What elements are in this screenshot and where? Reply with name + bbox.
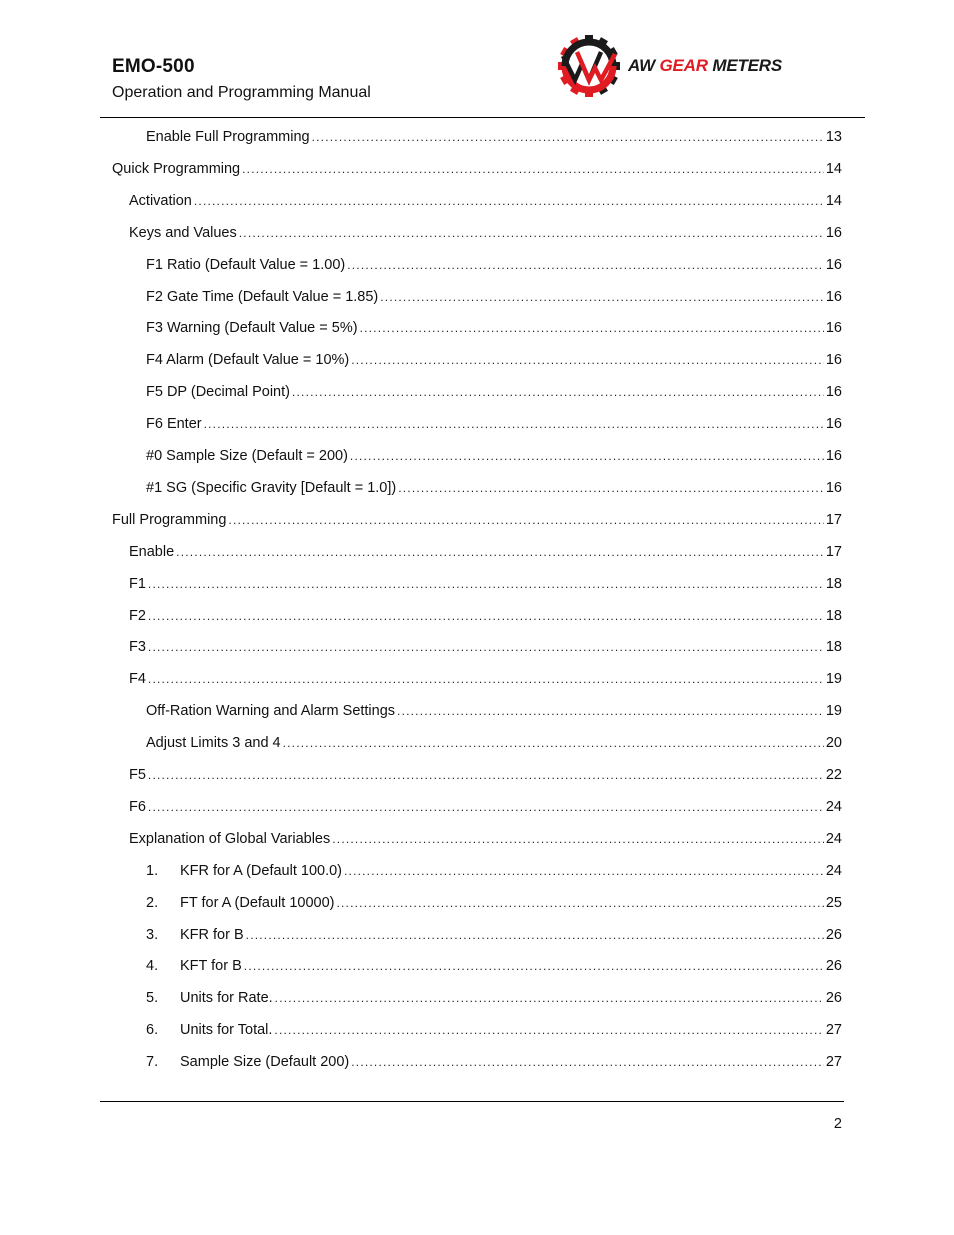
toc-entry-label: Off-Ration Warning and Alarm Settings xyxy=(146,703,396,720)
logo-gear: GEAR xyxy=(659,56,708,75)
toc-entry[interactable] xyxy=(129,574,842,594)
toc-entry[interactable] xyxy=(129,606,842,626)
toc-entry-label: F1 Ratio (Default Value = 1.00) xyxy=(146,256,346,273)
toc-entry-label: F3 Warning (Default Value = 5%) xyxy=(146,320,358,337)
toc-entry[interactable] xyxy=(146,988,842,1008)
toc-entry-page: 27 xyxy=(825,1054,842,1071)
toc-entry-page: 16 xyxy=(825,352,842,369)
toc-entry[interactable] xyxy=(129,542,842,562)
toc-entry-label: Enable xyxy=(129,543,175,560)
toc-entry[interactable] xyxy=(146,478,842,498)
toc-entry[interactable] xyxy=(146,1020,842,1040)
toc-entry-number: 4. xyxy=(146,958,159,975)
toc-entry-label xyxy=(146,1020,272,1040)
toc-entry[interactable] xyxy=(129,829,842,849)
toc-dot-leader xyxy=(351,350,824,370)
toc-entry-page: 14 xyxy=(825,160,842,177)
toc-dot-leader xyxy=(148,797,824,817)
toc-dot-leader xyxy=(194,191,824,211)
toc-entry-page: 17 xyxy=(825,543,842,560)
toc-entry-page: 27 xyxy=(825,1022,842,1039)
toc-entry-page: 16 xyxy=(825,288,842,305)
toc-dot-leader xyxy=(246,925,824,945)
toc-entry[interactable] xyxy=(146,414,842,434)
toc-entry-label: Quick Programming xyxy=(112,160,241,177)
toc-dot-leader xyxy=(148,637,824,657)
toc-entry[interactable] xyxy=(129,637,842,657)
toc-entry-page: 25 xyxy=(825,894,842,911)
toc-entry-label: F6 xyxy=(129,798,146,815)
toc-entry[interactable] xyxy=(146,925,842,945)
toc-entry-page: 18 xyxy=(825,607,842,624)
toc-entry-number: 2. xyxy=(146,894,159,911)
toc-entry-text: Units for Total. xyxy=(180,1022,273,1039)
toc-entry-number: 5. xyxy=(146,990,159,1007)
toc-entry-page: 22 xyxy=(825,767,842,783)
toc-dot-leader xyxy=(347,255,824,275)
company-logo xyxy=(556,32,796,100)
toc-entry-label: #0 Sample Size (Default = 200) xyxy=(146,448,348,464)
toc-entry-number: 7. xyxy=(146,1054,159,1071)
logo-aw: AW xyxy=(628,56,655,75)
toc-entry-page: 26 xyxy=(825,990,842,1007)
toc-entry-number: 1. xyxy=(146,862,159,879)
toc-dot-leader xyxy=(312,127,824,147)
toc-entry-text: FT for A (Default 10000) xyxy=(180,894,335,911)
toc-entry-label: F4 xyxy=(129,671,146,688)
toc-entry-page: 16 xyxy=(825,224,842,241)
toc-entry-label: Keys and Values xyxy=(129,224,237,241)
toc-entry-number: 6. xyxy=(146,1022,159,1039)
toc-entry-page: 16 xyxy=(825,416,842,433)
toc-entry-page: 14 xyxy=(825,192,842,209)
toc-entry[interactable] xyxy=(112,159,842,179)
logo-wordmark xyxy=(628,56,782,76)
toc-entry-page: 17 xyxy=(825,511,842,528)
toc-entry-label: F5 xyxy=(129,767,146,783)
gear-logo-icon xyxy=(556,33,622,99)
toc-entry-page: 16 xyxy=(825,256,842,273)
toc-entry-number: 3. xyxy=(146,926,159,943)
toc-entry-page: 16 xyxy=(825,448,842,464)
toc-entry-label: Explanation of Global Variables xyxy=(129,830,331,847)
toc-entry-page: 24 xyxy=(825,798,842,815)
toc-entry-label xyxy=(146,925,244,945)
document-title: EMO-500 xyxy=(112,56,195,77)
toc-entry-page: 26 xyxy=(825,926,842,943)
page-number: 2 xyxy=(833,1116,842,1132)
toc-entry-label: F1 xyxy=(129,575,146,592)
toc-entry-page: 24 xyxy=(825,830,842,847)
toc-entry-label: F2 xyxy=(129,607,146,624)
toc-entry-label: F2 Gate Time (Default Value = 1.85) xyxy=(146,288,379,305)
toc-entry-page: 24 xyxy=(825,862,842,879)
toc-entry[interactable] xyxy=(146,287,842,307)
toc-entry[interactable] xyxy=(146,127,842,147)
toc-dot-leader xyxy=(228,510,823,530)
toc-entry[interactable] xyxy=(146,956,842,976)
toc-entry[interactable] xyxy=(129,765,842,785)
toc-entry[interactable] xyxy=(146,701,842,721)
toc-entry-label: #1 SG (Specific Gravity [Default = 1.0]) xyxy=(146,479,397,496)
toc-dot-leader xyxy=(275,988,824,1008)
toc-dot-leader xyxy=(176,542,824,562)
toc-entry-label: F4 Alarm (Default Value = 10%) xyxy=(146,352,350,369)
toc-entry-page: 16 xyxy=(825,320,842,337)
toc-entry-page: 19 xyxy=(825,671,842,688)
toc-dot-leader xyxy=(242,159,824,179)
toc-dot-leader xyxy=(397,701,824,721)
toc-entry-page: 19 xyxy=(825,703,842,720)
header-divider xyxy=(100,117,865,118)
toc-entry-label xyxy=(146,1052,349,1072)
toc-dot-leader xyxy=(351,1052,824,1072)
toc-dot-leader xyxy=(344,861,824,881)
toc-dot-leader xyxy=(360,318,824,338)
toc-dot-leader xyxy=(398,478,824,498)
toc-entry-label: Activation xyxy=(129,192,192,209)
toc-entry-page: 13 xyxy=(825,129,842,145)
toc-entry-label: F5 DP (Decimal Point) xyxy=(146,384,290,401)
logo-meters: METERS xyxy=(712,56,783,75)
toc-dot-leader xyxy=(148,669,824,689)
toc-entry[interactable] xyxy=(112,510,842,530)
toc-entry-page: 18 xyxy=(825,639,842,656)
document-subtitle: Operation and Programming Manual xyxy=(112,84,371,101)
toc-dot-leader xyxy=(380,287,824,307)
toc-entry[interactable] xyxy=(146,1052,842,1072)
toc-dot-leader xyxy=(336,893,823,913)
toc-entry-page: 16 xyxy=(825,479,842,496)
toc-dot-leader xyxy=(283,733,824,753)
toc-entry-label: Full Programming xyxy=(112,511,227,528)
toc-dot-leader xyxy=(204,414,824,434)
toc-dot-leader xyxy=(148,606,824,626)
toc-entry-text: KFT for B xyxy=(180,958,242,975)
toc-entry[interactable] xyxy=(129,797,842,817)
toc-entry-label xyxy=(146,893,334,913)
toc-entry[interactable] xyxy=(146,861,842,881)
toc-entry[interactable] xyxy=(129,223,842,243)
toc-entry-label xyxy=(146,861,342,881)
toc-entry-label: Enable Full Programming xyxy=(146,129,310,145)
toc-entry[interactable] xyxy=(146,318,842,338)
toc-entry-label: Adjust Limits 3 and 4 xyxy=(146,735,281,752)
toc-entry[interactable] xyxy=(146,893,842,913)
toc-dot-leader xyxy=(292,382,824,402)
toc-entry-page: 16 xyxy=(825,384,842,401)
toc-entry-label: F3 xyxy=(129,639,146,656)
toc-entry[interactable] xyxy=(146,733,842,753)
toc-entry[interactable] xyxy=(146,350,842,370)
toc-entry-text: Units for Rate. xyxy=(180,990,273,1007)
toc-entry[interactable] xyxy=(146,382,842,402)
toc-entry[interactable] xyxy=(146,255,842,275)
toc-entry[interactable] xyxy=(129,191,842,211)
toc-dot-leader xyxy=(350,446,824,466)
toc-entry-label xyxy=(146,956,242,976)
toc-entry-text: KFR for B xyxy=(180,926,244,943)
toc-entry-text: Sample Size (Default 200) xyxy=(180,1054,350,1071)
toc-entry-text: KFR for A (Default 100.0) xyxy=(180,862,342,879)
toc-dot-leader xyxy=(148,765,824,785)
toc-dot-leader xyxy=(274,1020,823,1040)
toc-dot-leader xyxy=(244,956,824,976)
footer-divider xyxy=(100,1101,844,1102)
toc-entry-label: F6 Enter xyxy=(146,416,202,433)
toc-entry-label xyxy=(146,988,273,1008)
toc-entry[interactable] xyxy=(129,669,842,689)
toc-dot-leader xyxy=(239,223,824,243)
toc-entry[interactable] xyxy=(146,446,842,466)
toc-dot-leader xyxy=(332,829,824,849)
toc-entry-page: 20 xyxy=(825,735,842,752)
toc-dot-leader xyxy=(148,574,824,594)
toc-entry-page: 18 xyxy=(825,575,842,592)
toc-entry-page: 26 xyxy=(825,958,842,975)
